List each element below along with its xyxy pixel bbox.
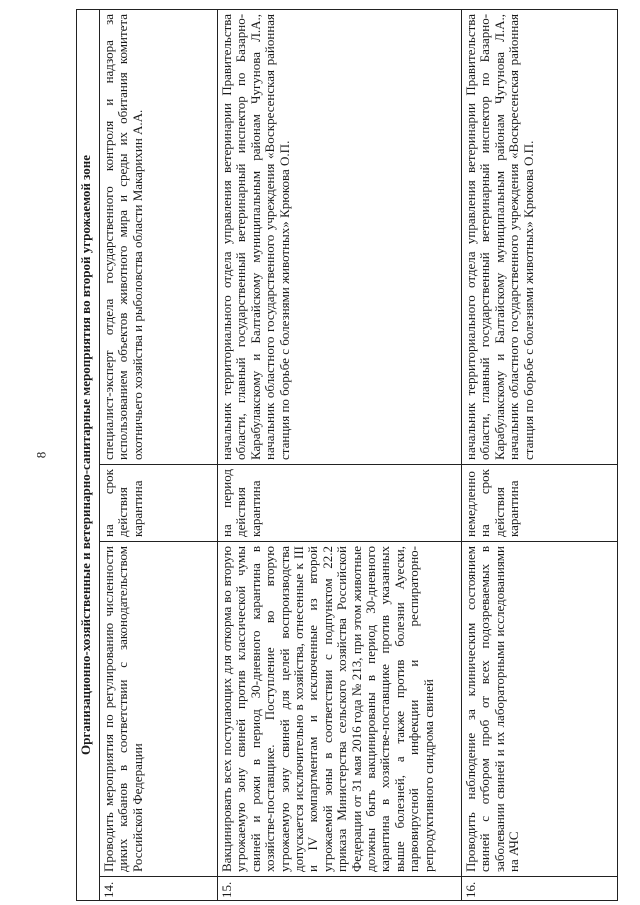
row-term: на период действия карантина — [218, 465, 462, 542]
row-number: 14. — [100, 877, 218, 901]
page-number: 8 — [33, 451, 49, 459]
table-row — [100, 9, 218, 900]
row-action: Проводить наблюдение за клиническим состоянием свиней с отбором проб от всех подозреваемых в заболевании свиней и их лабораторными исследованиями на АЧС — [462, 542, 618, 877]
row-action: Вакцинировать всех поступающих для откорма во вторую угрожаемую зону свиней против классической чумы свиней и рожи в период 30-дневного карантина в хозяйстве-поставщике. Поступление во вторую угрожаемую зону свиней для целей воспроизводства допускается исключительно в хозяйства, отнесенные к III и IV компартментам и исключенные из второй угрожаемой зоны в соответствии с подпунктом 22.2 приказа Министерства сельского хозяйства Российской Федерации от 31 мая 2016 года № 213, при этом животные должны быть вакцинированы в период 30-дневного карантина в хозяйстве-поставщике против указанных выше болезней, а также против болезни Ауески, парвовирусной инфекции и респираторно-репродуктивного синдрома свиней — [218, 542, 462, 877]
section-header-row — [77, 9, 100, 900]
row-term: на срок действия карантина — [100, 465, 218, 542]
row-action: Проводить мероприятия по регулированию численности диких кабанов в соответствии с законодательством Российской Федерации — [100, 542, 218, 877]
row-responsible: специалист-эксперт отдела государственного контроля и надзора за использованием объектов животного мира и среды их обитания комитета охотничьего хозяйства и рыболовства области Макарихин А.А. — [100, 9, 218, 464]
row-number: 16. — [462, 877, 618, 901]
row-term: немедленно на срок действия карантина — [462, 465, 618, 542]
row-responsible: начальник территориального отдела управления ветеринарии Правительства области, главный государственный ветеринарный инспектор по Базарно-Карабулакскому и Балтайскому муниципальным районам Чугунова Л.А., начальник областного государственного учреждения «Воскресенская районная станция по борьбе с болезнями животных» Крюкова О.П. — [462, 9, 618, 464]
table-row — [218, 9, 462, 900]
section-title: Организационно-хозяйственные и ветеринарно-санитарные мероприятия во второй угрожаемой зоне — [77, 9, 100, 900]
row-number: 15. — [218, 877, 462, 901]
row-responsible: начальник территориального отдела управления ветеринарии Правительства области, главный государственный ветеринарный инспектор по Базарно-Карабулакскому и Балтайскому муниципальным районам Чугунова Л.А., начальник областного государственного учреждения «Воскресенская районная станция по борьбе с болезнями животных» Крюкова О.П. — [218, 9, 462, 464]
measures-table — [76, 9, 618, 901]
table-row — [462, 9, 618, 900]
